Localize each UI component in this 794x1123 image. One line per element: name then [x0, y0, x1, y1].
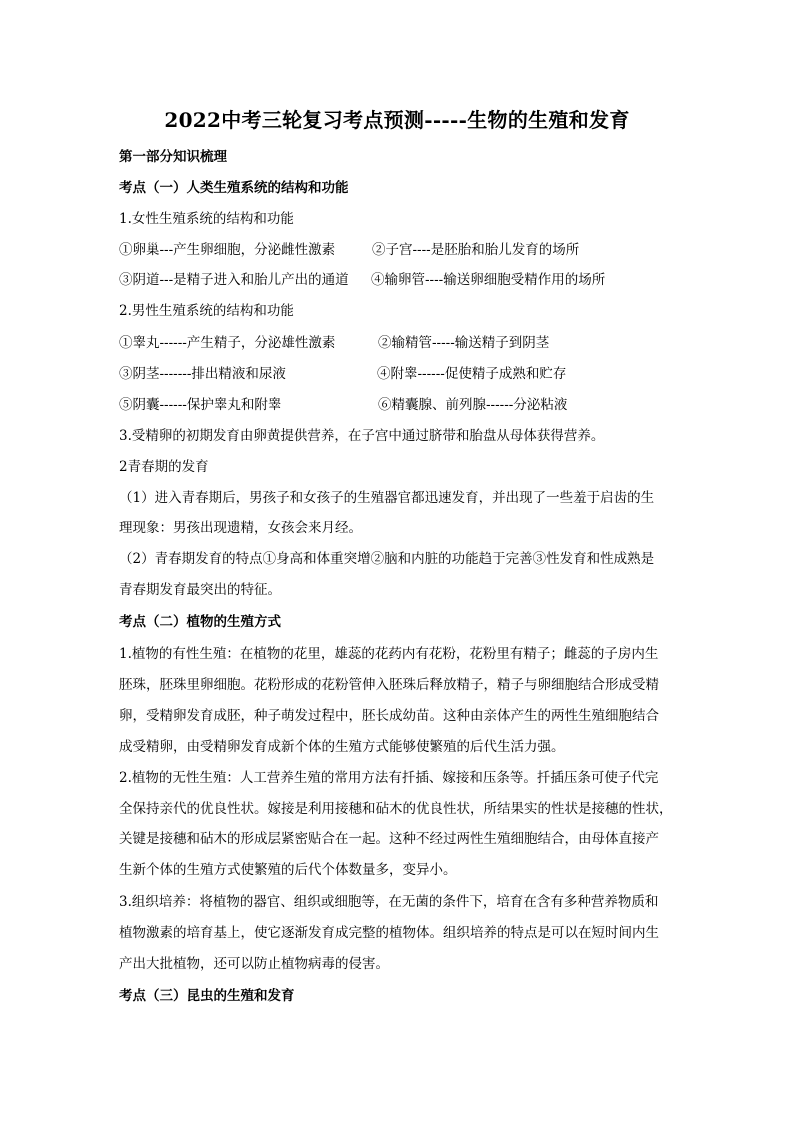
male-item-6: ⑥精囊腺、前列腺------分泌粘液 — [378, 397, 568, 413]
male-row-1 — [119, 333, 550, 353]
asexual-repro-line-3: 关键是接穗和砧木的形成层紧密贴合在一起。这种不经过两性生殖细胞结合，由母体直接产 — [119, 831, 659, 847]
section-heading-2: 考点（二）植物的生殖方式 — [119, 614, 281, 630]
male-row-2 — [119, 364, 567, 384]
puberty-1-line-1: （1）进入青春期后，男孩子和女孩子的生殖器官都迅速发育，并出现了一些羞于启齿的生 — [119, 490, 655, 506]
section-heading-3: 考点（三）昆虫的生殖和发育 — [119, 988, 295, 1004]
puberty-heading: 2青春期的发育 — [119, 459, 209, 475]
sexual-repro-line-2: 胚珠，胚珠里卵细胞。花粉形成的花粉管伸入胚珠后释放精子，精子与卵细胞结合形成受精 — [119, 677, 659, 693]
male-item-1: ①睾丸------产生精子，分泌雄性激素 — [119, 335, 336, 351]
male-item-4: ④附睾------促使精子成熟和贮存 — [377, 366, 567, 382]
asexual-repro-line-4: 生新个体的生殖方式使繁殖的后代个体数量多，变异小。 — [119, 862, 457, 878]
female-item-2: ②子宫----是胚胎和胎儿发育的场所 — [372, 242, 580, 258]
female-item-3: ③阴道---是精子进入和胎儿产出的通道 — [119, 272, 349, 288]
female-item-4: ④输卵管----输送卵细胞受精作用的场所 — [371, 272, 606, 288]
puberty-2-line-1: （2）青春期发育的特点①身高和体重突增②脑和内脏的功能趋于完善③性发育和性成熟是 — [119, 551, 655, 567]
tissue-culture-line-3: 产出大批植物，还可以防止植物病毒的侵害。 — [119, 956, 389, 972]
male-item-3: ③阴茎-------排出精液和尿液 — [119, 366, 286, 382]
female-heading: 1.女性生殖系统的结构和功能 — [119, 211, 294, 227]
page-title: 2022中考三轮复习考点预测-----生物的生殖和发育 — [164, 108, 630, 132]
male-item-2: ②输精管-----输送精子到阴茎 — [378, 335, 550, 351]
sexual-repro-line-1: 1.植物的有性生殖：在植物的花里，雄蕊的花药内有花粉，花粉里有精子；雌蕊的子房内生 — [119, 646, 659, 662]
female-row-2 — [119, 270, 606, 290]
asexual-repro-line-2: 全保持亲代的优良性状。嫁接是利用接穗和砧木的优良性状，所结果实的性状是接穗的性状， — [119, 801, 673, 817]
male-item-5: ⑤阴囊------保护睾丸和附睾 — [119, 397, 282, 413]
sexual-repro-line-4: 成受精卵，由受精卵发育成新个体的生殖方式能够使繁殖的后代生活力强。 — [119, 739, 565, 755]
part-heading: 第一部分知识梳理 — [119, 149, 227, 165]
tissue-culture-line-2: 植物激素的培育基上，使它逐渐发育成完整的植物体。组织培养的特点是可以在短时间内生 — [119, 925, 659, 941]
male-heading: 2.男性生殖系统的结构和功能 — [119, 303, 294, 319]
asexual-repro-line-1: 2.植物的无性生殖：人工营养生殖的常用方法有扦插、嫁接和压条等。扦插压条可使子代完 — [119, 770, 659, 786]
puberty-2-line-2: 青春期发育最突出的特征。 — [119, 582, 281, 598]
female-item-1: ①卵巢---产生卵细胞，分泌雌性激素 — [119, 242, 336, 258]
puberty-1-line-2: 理现象：男孩出现遗精，女孩会来月经。 — [119, 520, 362, 536]
male-row-3 — [119, 395, 568, 415]
tissue-culture-line-1: 3.组织培养：将植物的器官、组织或细胞等，在无菌的条件下，培育在含有多种营养物质和 — [119, 894, 659, 910]
section-heading-1: 考点（一）人类生殖系统的结构和功能 — [119, 180, 349, 196]
female-row-1 — [119, 240, 580, 260]
fertilized-egg-text: 3.受精卵的初期发育由卵黄提供营养，在子宫中通过脐带和胎盘从母体获得营养。 — [119, 428, 605, 444]
sexual-repro-line-3: 卵，受精卵发育成胚，种子萌发过程中，胚长成幼苗。这种由亲体产生的两性生殖细胞结合 — [119, 708, 659, 724]
